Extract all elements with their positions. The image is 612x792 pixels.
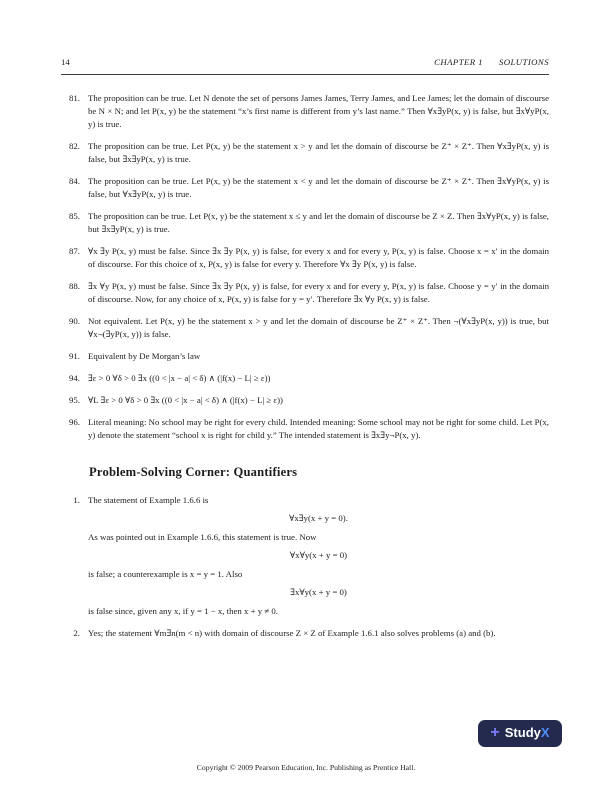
problem-formula: ∃ε > 0 ∀δ > 0 ∃x ((0 < |x − a| < δ) ∧ (|f(x) − L| ≥ ε)) (88, 373, 271, 383)
problem-82 (61, 140, 549, 166)
copyright-footer: Copyright © 2009 Pearson Education, Inc. Publishing as Prentice Hall. (196, 763, 416, 772)
problem-text: Equivalent by De Morgan’s law (88, 351, 201, 361)
equation: ∀x∀y(x + y = 0) (289, 550, 348, 560)
psc-paragraph: As was pointed out in Example 1.6.6, this statement is true. Now (88, 532, 317, 542)
problem-number: 90. (69, 316, 80, 326)
problem-90 (61, 315, 549, 341)
studyx-brand-study: Study (504, 725, 541, 740)
problem-number: 95. (69, 395, 80, 405)
problem-text: ∃x ∀y P(x, y) must be false. Since ∃x ∃y P(x, y) is false, for every x and for every y, P(x, y) is false. Choose y = y′ in the domain of discourse. Now, for any choice of x, P(x, y) is false for y = y′. Therefore ∃x ∀y P(x, y) is false. (88, 281, 549, 304)
page-number: 14 (61, 57, 70, 67)
psc-paragraph: is false; a counterexample is x = y = 1. Also (88, 569, 243, 579)
psc-paragraph: is false since, given any x, if y = 1 − x, then x + y ≠ 0. (88, 606, 278, 616)
problem-number: 87. (69, 246, 80, 256)
page-header (61, 56, 549, 75)
problem-85 (61, 210, 549, 236)
chapter-label: CHAPTER 1 (434, 57, 483, 67)
problem-number: 88. (69, 281, 80, 291)
problem-88 (61, 280, 549, 306)
psc-item-number: 2. (73, 628, 80, 638)
solutions-list (61, 92, 549, 640)
running-head (434, 56, 549, 69)
problem-number: 81. (69, 93, 80, 103)
equation: ∃x∀y(x + y = 0) (290, 587, 347, 597)
studyx-brand (505, 726, 550, 741)
problem-94 (61, 372, 549, 385)
equation: ∀x∃y(x + y = 0). (289, 513, 348, 523)
studyx-plus-icon: + (490, 724, 500, 741)
psc-item-1 (61, 494, 549, 618)
problem-number: 91. (69, 351, 80, 361)
psc-item-body: Yes; the statement ∀m∃n(m < n) with domain of discourse Z × Z of Example 1.6.1 also solves problems (a) and (b). (88, 628, 496, 638)
problem-number: 96. (69, 417, 80, 427)
problem-text: Literal meaning: No school may be right for every child. Intended meaning: Some school may not be right for some child. Let P(x, y) denote the statement “school x is right for child y.” The intended statement is ∃x∃y¬P(x, y). (88, 417, 549, 440)
problem-text: The proposition can be true. Let N denote the set of persons James James, Terry James, and Lee James; let the domain of discourse be N × N; and let P(x, y) be the statement “x’s first name is different from y’s last name.” Then ∀x∃yP(x, y) is false, but ∃x∀yP(x, y) is true. (88, 93, 549, 129)
psc-item-number: 1. (73, 495, 80, 505)
studyx-brand-x: X (540, 725, 550, 740)
problem-number: 85. (69, 211, 80, 221)
problem-96 (61, 416, 549, 442)
problem-87 (61, 245, 549, 271)
problem-text: Not equivalent. Let P(x, y) be the statement x > y and let the domain of discourse be Z⁺ × Z⁺. Then ¬(∀x∃yP(x, y)) is true, but ∀x¬(∃yP(x, y)) is false. (88, 316, 549, 339)
problem-text: ∀x ∃y P(x, y) must be false. Since ∃x ∃y P(x, y) is false, for every x and for every y, P(x, y) is false. Choose x = x′ in the domain of discourse. For this choice of x, P(x, y) is false for every y. Therefore ∀x ∃y P(x, y) is false. (88, 246, 549, 269)
psc-heading: Problem-Solving Corner: Quantifiers (89, 465, 298, 479)
problem-text: The proposition can be true. Let P(x, y) be the statement x > y and let the domain of discourse be Z⁺ × Z⁺. Then ∀x∃yP(x, y) is false, but ∃x∃yP(x, y) is true. (88, 141, 549, 164)
problem-84 (61, 175, 549, 201)
psc-item-2 (61, 627, 549, 640)
section-label: SOLUTIONS (498, 57, 549, 67)
problem-formula: ∀L ∃ε > 0 ∀δ > 0 ∃x ((0 < |x − a| < δ) ∧ (|f(x) − L| ≥ ε)) (88, 395, 283, 405)
problem-81 (61, 92, 549, 131)
problem-number: 82. (69, 141, 80, 151)
problem-number: 84. (69, 176, 80, 186)
problem-text: The proposition can be true. Let P(x, y) be the statement x ≤ y and let the domain of discourse be Z × Z. Then ∃x∀yP(x, y) is false, but ∃x∃yP(x, y) is true. (88, 211, 549, 234)
psc-item-body (88, 494, 549, 618)
studyx-badge[interactable] (478, 720, 562, 747)
problem-number: 94. (69, 373, 80, 383)
problem-91 (61, 350, 549, 363)
psc-paragraph: The statement of Example 1.6.6 is (88, 495, 209, 505)
problem-95 (61, 394, 549, 407)
problem-text: The proposition can be true. Let P(x, y) be the statement x < y and let the domain of discourse be Z⁺ × Z⁺. Then ∃x∀yP(x, y) is false, but ∀x∃yP(x, y) is true. (88, 176, 549, 199)
